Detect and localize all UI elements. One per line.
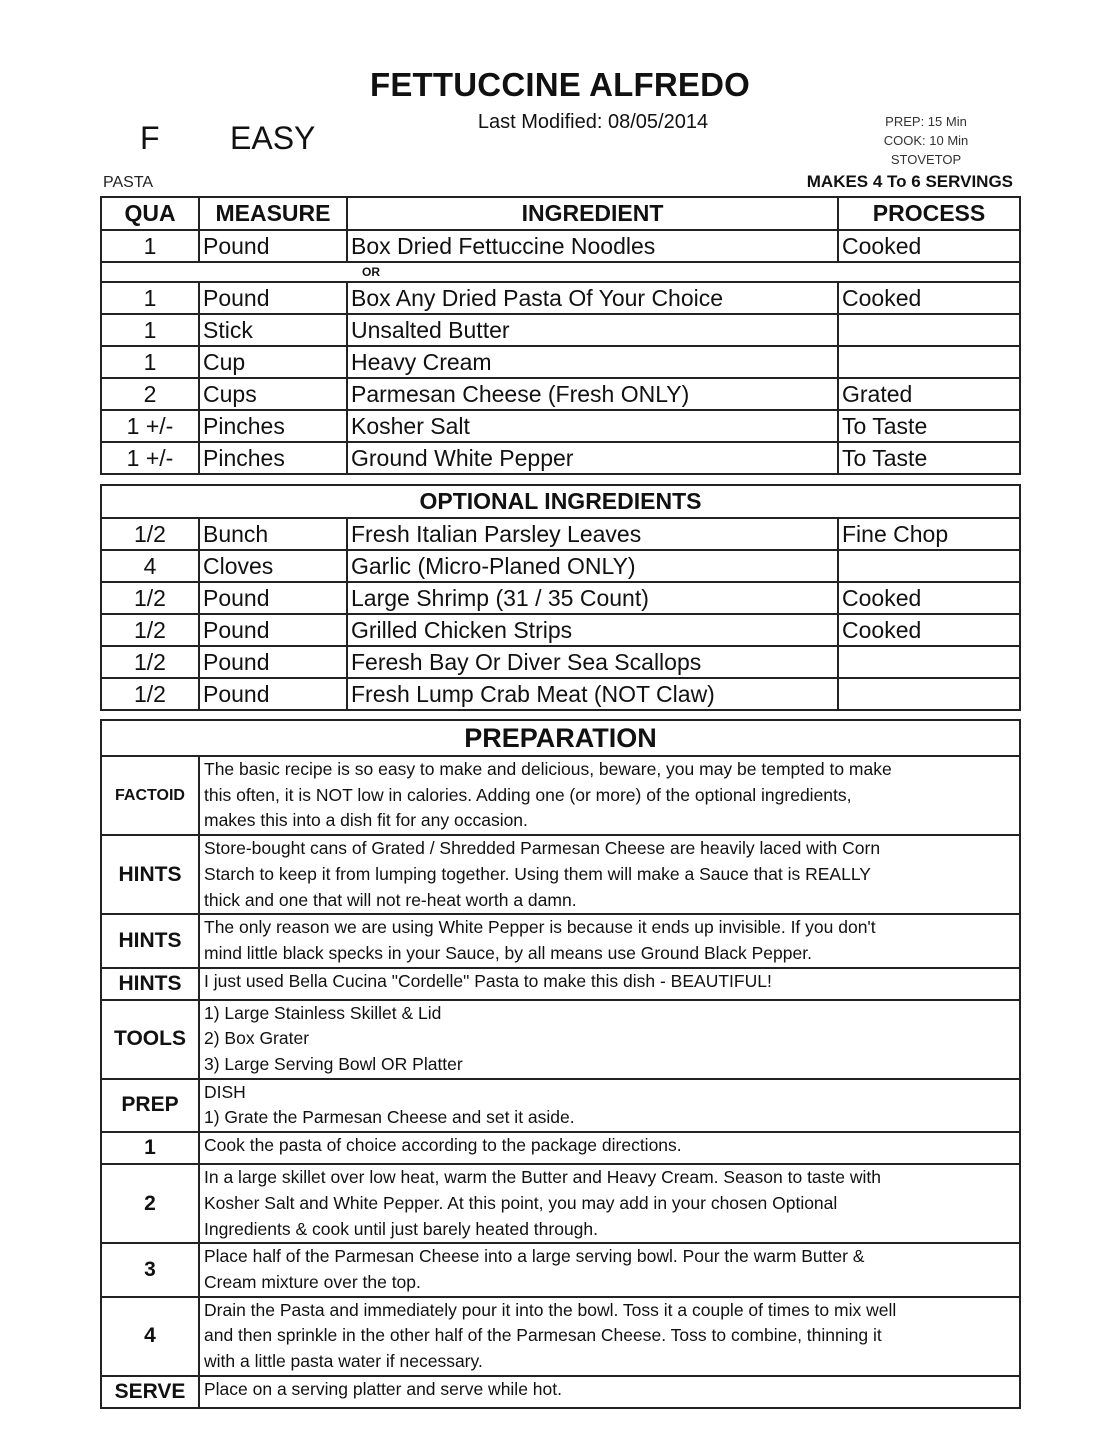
- prep-row-step-1: [101, 1132, 1020, 1164]
- text-line: with a little pasta water if necessary.: [204, 1351, 483, 1372]
- qua-cell: 2: [101, 378, 199, 410]
- qua-cell: 4: [101, 550, 199, 582]
- table-row: [101, 678, 1020, 710]
- ingredients-header-row: [101, 197, 1020, 230]
- servings: MAKES 4 To 6 SERVINGS: [806, 172, 1013, 191]
- recipe-category: PASTA: [103, 174, 154, 191]
- table-row: [101, 314, 1020, 346]
- process-cell: Cooked: [838, 614, 1020, 646]
- prep-text: [199, 1000, 1020, 1079]
- prep-label: 3: [101, 1243, 199, 1296]
- column-header-qua: QUA: [101, 197, 199, 230]
- last-modified: Last Modified: 08/05/2014: [477, 111, 709, 133]
- process-cell: Cooked: [838, 582, 1020, 614]
- ingredient-cell: Ground White Pepper: [347, 442, 838, 474]
- table-row: [101, 378, 1020, 410]
- process-cell: [838, 314, 1020, 346]
- text-line: Cook the pasta of choice according to the package directions.: [204, 1135, 682, 1156]
- measure-cell: Cup: [199, 346, 347, 378]
- process-cell: [838, 646, 1020, 678]
- text-line: In a large skillet over low heat, warm the Butter and Heavy Cream. Season to taste with: [204, 1167, 881, 1188]
- preparation-header-row: [101, 720, 1020, 756]
- measure-cell: Pound: [199, 646, 347, 678]
- measure-cell: Cups: [199, 378, 347, 410]
- prep-row-serve: [101, 1376, 1020, 1408]
- ingredient-cell: Parmesan Cheese (Fresh ONLY): [347, 378, 838, 410]
- recipe-title: FETTUCCINE ALFREDO: [369, 66, 751, 103]
- prep-text: [199, 835, 1020, 914]
- measure-cell: Pound: [199, 678, 347, 710]
- measure-cell: Stick: [199, 314, 347, 346]
- column-header-ingredient: INGREDIENT: [347, 197, 838, 230]
- text-line: thick and one that will not re-heat worth a damn.: [204, 889, 577, 910]
- text-line: Kosher Salt and White Pepper. At this point, you may add in your chosen Optional: [204, 1192, 838, 1213]
- qua-cell: 1: [101, 230, 199, 262]
- prep-label: TOOLS: [101, 1000, 199, 1079]
- text-line: 1) Grate the Parmesan Cheese and set it aside.: [204, 1107, 575, 1128]
- table-row: [101, 550, 1020, 582]
- prep-label: SERVE: [101, 1376, 199, 1408]
- ingredient-cell: Feresh Bay Or Diver Sea Scallops: [347, 646, 838, 678]
- text-line: Store-bought cans of Grated / Shredded Parmesan Cheese are heavily laced with Corn: [204, 838, 881, 859]
- process-cell: To Taste: [838, 442, 1020, 474]
- text-line: The basic recipe is so easy to make and delicious, beware, you may be tempted to make: [204, 759, 892, 779]
- text-line: Cream mixture over the top.: [204, 1271, 421, 1292]
- prep-label: PREP: [101, 1079, 199, 1132]
- process-cell: To Taste: [838, 410, 1020, 442]
- prep-row-step-3: [101, 1243, 1020, 1296]
- text-line: Place half of the Parmesan Cheese into a large serving bowl. Pour the warm Butter &: [204, 1246, 865, 1267]
- difficulty-level: EASY: [230, 120, 316, 156]
- prep-text: [199, 1132, 1020, 1164]
- process-cell: Fine Chop: [838, 518, 1020, 550]
- measure-cell: Pound: [199, 614, 347, 646]
- process-cell: [838, 346, 1020, 378]
- text-line: 1) Large Stainless Skillet & Lid: [204, 1002, 442, 1023]
- ingredient-cell: Grilled Chicken Strips: [347, 614, 838, 646]
- preparation-table: [100, 719, 1021, 1409]
- optional-ingredients-heading: OPTIONAL INGREDIENTS: [101, 485, 1020, 518]
- text-line: and then sprinkle in the other half of the Parmesan Cheese. Toss to combine, thinning it: [204, 1325, 882, 1346]
- table-row: [101, 518, 1020, 550]
- table-row: [101, 442, 1020, 474]
- or-separator-row: [101, 262, 1020, 282]
- ingredient-cell: Box Dried Fettuccine Noodles: [347, 230, 838, 262]
- measure-cell: Pound: [199, 282, 347, 314]
- text-line: Drain the Pasta and immediately pour it into the bowl. Toss it a couple of times to mix well: [204, 1299, 897, 1320]
- table-row: [101, 410, 1020, 442]
- text-line: makes this into a dish fit for any occasion.: [204, 810, 528, 831]
- column-header-measure: MEASURE: [199, 197, 347, 230]
- optional-ingredients-table: [100, 484, 1021, 711]
- text-line: DISH: [204, 1081, 246, 1102]
- prep-text: [199, 1243, 1020, 1296]
- prep-row-step-2: [101, 1164, 1020, 1243]
- prep-row-hints: [101, 968, 1020, 1000]
- prep-row-prep: [101, 1079, 1020, 1132]
- prep-time: PREP: 15 Min: [885, 114, 967, 129]
- prep-text: [199, 1376, 1020, 1408]
- text-line: Ingredients & cook until just barely heated through.: [204, 1218, 598, 1239]
- table-row: [101, 614, 1020, 646]
- prep-label: HINTS: [101, 914, 199, 967]
- measure-cell: Cloves: [199, 550, 347, 582]
- text-line: this often, it is NOT low in calories. Adding one (or more) of the optional ingredients,: [204, 784, 852, 805]
- measure-cell: Bunch: [199, 518, 347, 550]
- qua-cell: 1/2: [101, 678, 199, 710]
- column-header-process: PROCESS: [838, 197, 1020, 230]
- cook-method: STOVETOP: [890, 152, 962, 167]
- text-line: 3) Large Serving Bowl OR Platter: [204, 1054, 463, 1075]
- measure-cell: Pound: [199, 582, 347, 614]
- ingredients-table: [100, 196, 1021, 475]
- prep-row-hints: [101, 914, 1020, 967]
- process-cell: Cooked: [838, 282, 1020, 314]
- prep-label: 1: [101, 1132, 199, 1164]
- prep-row-tools: [101, 1000, 1020, 1079]
- qua-cell: 1/2: [101, 582, 199, 614]
- qua-cell: 1: [101, 282, 199, 314]
- or-cell: [101, 262, 1020, 282]
- prep-label: 4: [101, 1297, 199, 1376]
- prep-text: [199, 1297, 1020, 1376]
- process-cell: Grated: [838, 378, 1020, 410]
- prep-text: [199, 968, 1020, 1000]
- preparation-heading: PREPARATION: [101, 720, 1020, 756]
- prep-text: [199, 1164, 1020, 1243]
- measure-cell: Pinches: [199, 410, 347, 442]
- table-row: [101, 346, 1020, 378]
- prep-label: HINTS: [101, 968, 199, 1000]
- text-line: Place on a serving platter and serve while hot.: [204, 1378, 562, 1399]
- ingredient-cell: Kosher Salt: [347, 410, 838, 442]
- time-info: [870, 112, 982, 169]
- text-line: mind little black specks in your Sauce, by all means use Ground Black Pepper.: [204, 942, 812, 963]
- qua-cell: 1 +/-: [101, 442, 199, 474]
- prep-label: HINTS: [101, 835, 199, 914]
- table-row: [101, 646, 1020, 678]
- process-cell: Cooked: [838, 230, 1020, 262]
- ingredient-cell: Unsalted Butter: [347, 314, 838, 346]
- qua-cell: 1/2: [101, 646, 199, 678]
- measure-cell: Pinches: [199, 442, 347, 474]
- prep-text: [199, 756, 1020, 835]
- prep-text: [199, 1079, 1020, 1132]
- prep-label: 2: [101, 1164, 199, 1243]
- ingredient-cell: Fresh Italian Parsley Leaves: [347, 518, 838, 550]
- process-cell: [838, 678, 1020, 710]
- cook-time: COOK: 10 Min: [883, 133, 969, 148]
- qua-cell: 1/2: [101, 614, 199, 646]
- qua-cell: 1/2: [101, 518, 199, 550]
- prep-row-hints: [101, 835, 1020, 914]
- qua-cell: 1: [101, 314, 199, 346]
- text-line: Starch to keep it from lumping together. Using them will make a Sauce that is REALLY: [204, 863, 871, 884]
- qua-cell: 1: [101, 346, 199, 378]
- prep-row-factoid: [101, 756, 1020, 835]
- qua-cell: 1 +/-: [101, 410, 199, 442]
- recipe-code: F: [140, 120, 160, 156]
- ingredient-cell: Heavy Cream: [347, 346, 838, 378]
- prep-label: FACTOID: [101, 756, 199, 835]
- process-cell: [838, 550, 1020, 582]
- prep-text: [199, 914, 1020, 967]
- text-line: The only reason we are using White Pepper is because it ends up invisible. If you don't: [204, 917, 876, 938]
- ingredient-cell: Box Any Dried Pasta Of Your Choice: [347, 282, 838, 314]
- measure-cell: Pound: [199, 230, 347, 262]
- table-row: [101, 582, 1020, 614]
- text-line: 2) Box Grater: [204, 1028, 310, 1049]
- optional-header-row: [101, 485, 1020, 518]
- or-label: OR: [362, 265, 380, 279]
- prep-row-step-4: [101, 1297, 1020, 1376]
- text-line: I just used Bella Cucina "Cordelle" Pasta to make this dish - BEAUTIFUL!: [204, 970, 772, 991]
- ingredient-cell: Large Shrimp (31 / 35 Count): [347, 582, 838, 614]
- ingredient-cell: Fresh Lump Crab Meat (NOT Claw): [347, 678, 838, 710]
- ingredient-cell: Garlic (Micro-Planed ONLY): [347, 550, 838, 582]
- table-row: [101, 230, 1020, 262]
- table-row: [101, 282, 1020, 314]
